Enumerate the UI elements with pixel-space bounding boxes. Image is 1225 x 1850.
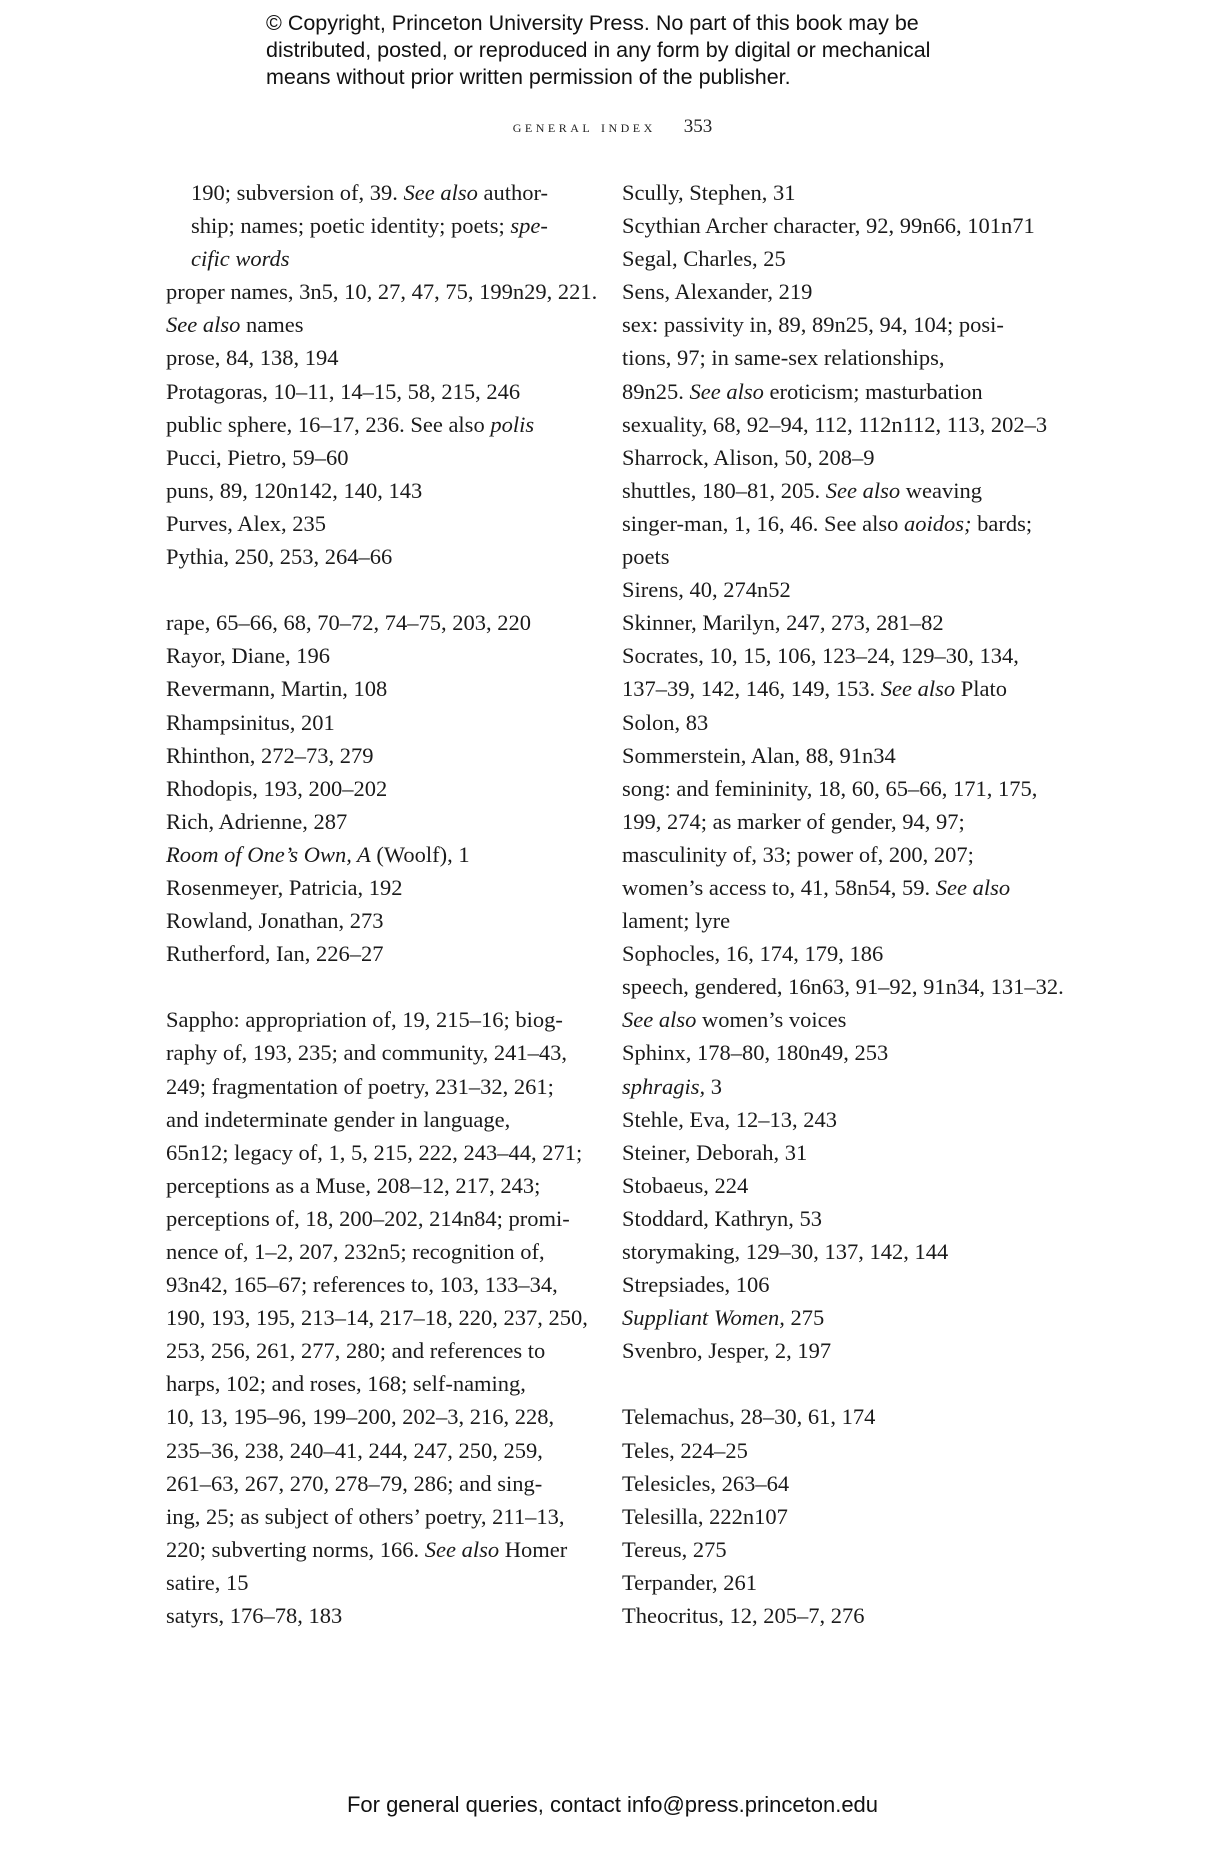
- index-entry: [622, 1036, 1062, 1069]
- index-entry-line: Stoddard, Kathryn, 53: [622, 1205, 822, 1231]
- index-entry-line: rape, 65–66, 68, 70–72, 74–75, 203, 220: [166, 610, 531, 636]
- index-entry: [166, 341, 586, 374]
- copyright-line: means without prior written permission of the publisher.: [266, 65, 791, 89]
- index-entry-line: women’s access to, 41, 58n54, 59. See also: [622, 874, 1011, 900]
- index-entry: [622, 1467, 1062, 1500]
- index-entry: [622, 1235, 1062, 1268]
- index-entry-line: 235–36, 238, 240–41, 244, 247, 250, 259,: [166, 1437, 543, 1463]
- index-entry-line: storymaking, 129–30, 137, 142, 144: [622, 1239, 949, 1264]
- index-entry: [622, 1434, 1062, 1467]
- index-entry: [622, 1103, 1062, 1136]
- index-entry-line: 10, 13, 195–96, 199–200, 202–3, 216, 228,: [166, 1404, 555, 1430]
- index-entry: [622, 739, 1062, 772]
- index-entry: [622, 706, 1062, 739]
- index-entry-line: 190, 193, 195, 213–14, 217–18, 220, 237, 250,: [166, 1305, 588, 1331]
- index-entry: [622, 242, 1062, 275]
- index-entry-line: harps, 102; and roses, 168; self-naming,: [166, 1371, 526, 1397]
- index-entry: [622, 639, 1062, 705]
- index-entry: [166, 772, 586, 805]
- index-entry-line: shuttles, 180–81, 205. See also weaving: [622, 477, 982, 503]
- index-entry-line: proper names, 3n5, 10, 27, 47, 75, 199n29, 221.: [166, 279, 598, 305]
- index-entry-line: Rutherford, Ian, 226–27: [166, 941, 384, 967]
- letter-section-gap: [622, 1367, 1062, 1400]
- index-entry: [622, 1599, 1062, 1632]
- running-head: [0, 116, 1225, 138]
- index-entry-line: 261–63, 267, 270, 278–79, 286; and sing-: [166, 1470, 543, 1496]
- index-entry: [622, 209, 1062, 242]
- index-entry-line: song: and femininity, 18, 60, 65–66, 171, 175,: [622, 775, 1038, 801]
- index-entry-line: Segal, Charles, 25: [622, 246, 786, 272]
- index-entry-line: masculinity of, 33; power of, 200, 207;: [622, 841, 974, 867]
- index-entry: [622, 408, 1062, 441]
- index-entry-line: Telesicles, 263–64: [622, 1470, 790, 1496]
- index-entry-line: Solon, 83: [622, 709, 709, 735]
- index-entry-line: Socrates, 10, 15, 106, 123–24, 129–30, 134,: [622, 643, 1019, 669]
- index-entry-line: Telesilla, 222n107: [622, 1503, 788, 1529]
- index-entry-line: Sens, Alexander, 219: [622, 279, 813, 305]
- index-entry-line: See also names: [166, 312, 304, 338]
- index-entry-line: Suppliant Women, 275: [622, 1305, 825, 1331]
- index-entry: [622, 176, 1062, 209]
- index-entry: [622, 1136, 1062, 1169]
- index-entry-line: ing, 25; as subject of others’ poetry, 211–13,: [166, 1503, 565, 1529]
- index-entry-line: 190; subversion of, 39. See also author-: [191, 180, 549, 205]
- letter-section-gap: [166, 970, 586, 1003]
- index-entry: [622, 772, 1062, 937]
- index-entry: [622, 1500, 1062, 1533]
- index-entry: [622, 1070, 1062, 1103]
- index-entry-line: Steiner, Deborah, 31: [622, 1139, 808, 1165]
- index-entry-line: Theocritus, 12, 205–7, 276: [622, 1603, 865, 1629]
- index-entry-line: speech, gendered, 16n63, 91–92, 91n34, 131–32.: [622, 974, 1064, 1000]
- copyright-line: © Copyright, Princeton University Press. No part of this book may be: [266, 11, 919, 35]
- footer-contact: For general queries, contact info@press.princeton.edu: [346, 1792, 879, 1817]
- copyright-notice: [266, 10, 1026, 91]
- index-entry: [166, 606, 586, 639]
- index-entry-line: Sirens, 40, 274n52: [622, 577, 791, 603]
- index-entry: [166, 1599, 586, 1632]
- index-entry-line: Rosenmeyer, Patricia, 192: [166, 874, 403, 900]
- index-entry: [166, 639, 586, 672]
- index-entry: [166, 739, 586, 772]
- index-entry-line: Sharrock, Alison, 50, 208–9: [622, 444, 875, 470]
- index-entry-line: Terpander, 261: [622, 1569, 757, 1595]
- index-entry-line: Room of One’s Own, A (Woolf), 1: [166, 841, 470, 867]
- index-entry-line: cific words: [191, 246, 290, 272]
- index-entry-line: 199, 274; as marker of gender, 94, 97;: [622, 808, 965, 834]
- index-entry: [622, 1566, 1062, 1599]
- index-entry: [166, 375, 586, 408]
- index-entry-line: perceptions of, 18, 200–202, 214n84; promi-: [166, 1205, 570, 1231]
- index-entry-line: satyrs, 176–78, 183: [166, 1603, 343, 1629]
- index-entry: [166, 838, 586, 871]
- index-entry-line: 249; fragmentation of poetry, 231–32, 261;: [166, 1073, 554, 1099]
- letter-section-gap: [166, 573, 586, 606]
- index-entry: [622, 970, 1062, 1036]
- index-entry-line: Skinner, Marilyn, 247, 273, 281–82: [622, 610, 944, 636]
- index-entry: [166, 937, 586, 970]
- index-entry: [622, 441, 1062, 474]
- index-entry: [622, 1533, 1062, 1566]
- index-entry-line: sexuality, 68, 92–94, 112, 112n112, 113, 202–3: [622, 411, 1048, 437]
- index-entry: [166, 672, 586, 705]
- index-entry: [622, 1400, 1062, 1433]
- index-entry-line: Rhinthon, 272–73, 279: [166, 742, 374, 768]
- index-entry-line: perceptions as a Muse, 208–12, 217, 243;: [166, 1172, 541, 1198]
- index-entry: [622, 573, 1062, 606]
- index-entry: [622, 507, 1062, 573]
- index-entry: [622, 606, 1062, 639]
- index-entry-line: 65n12; legacy of, 1, 5, 215, 222, 243–44, 271;: [166, 1139, 583, 1165]
- copyright-line: distributed, posted, or reproduced in any form by digital or mechanical: [266, 38, 931, 62]
- index-entry-line: Rhodopis, 193, 200–202: [166, 775, 388, 801]
- index-entry-line: Protagoras, 10–11, 14–15, 58, 215, 246: [166, 378, 521, 404]
- index-entry-line: Pythia, 250, 253, 264–66: [166, 544, 393, 570]
- index-entry-line: 93n42, 165–67; references to, 103, 133–34,: [166, 1272, 558, 1298]
- index-entry-line: tions, 97; in same-sex relationships,: [622, 345, 945, 371]
- index-entry: [622, 937, 1062, 970]
- index-entry-line: 89n25. See also eroticism; masturbation: [622, 378, 983, 404]
- index-column-left: [166, 176, 598, 1632]
- index-entry-line: puns, 89, 120n142, 140, 143: [166, 477, 423, 503]
- index-entry-line: and indeterminate gender in language,: [166, 1106, 511, 1132]
- index-entry-line: Pucci, Pietro, 59–60: [166, 444, 349, 470]
- index-entry-line: poets: [622, 544, 670, 570]
- index-entry-line: ship; names; poetic identity; poets; spe-: [191, 213, 548, 239]
- index-entry-line: Tereus, 275: [622, 1536, 727, 1562]
- index-entry: [166, 706, 586, 739]
- index-entry: [622, 1301, 1062, 1334]
- index-entry: [166, 474, 586, 507]
- index-entry-line: Scythian Archer character, 92, 99n66, 101n71: [622, 213, 1035, 239]
- index-entry-line: Rowland, Jonathan, 273: [166, 908, 384, 934]
- index-entry-line: sphragis, 3: [622, 1073, 723, 1099]
- index-entry-line: Scully, Stephen, 31: [622, 180, 796, 205]
- index-entry-line: sex: passivity in, 89, 89n25, 94, 104; posi-: [622, 312, 1004, 338]
- index-entry-line: Rhampsinitus, 201: [166, 709, 335, 735]
- index-entry-line: See also women’s voices: [622, 1007, 847, 1033]
- index-entry-line: prose, 84, 138, 194: [166, 345, 339, 371]
- index-entry: [166, 904, 586, 937]
- index-entry-line: Stobaeus, 224: [622, 1172, 749, 1198]
- page-number: 353: [683, 116, 713, 137]
- index-entry-line: Stehle, Eva, 12–13, 243: [622, 1106, 837, 1132]
- index-entry-line: satire, 15: [166, 1569, 249, 1595]
- index-entry: [166, 805, 586, 838]
- index-entry: [622, 308, 1062, 407]
- index-entry-line: Sphinx, 178–80, 180n49, 253: [622, 1040, 889, 1066]
- index-entry-line: Purves, Alex, 235: [166, 510, 326, 536]
- index-entry: [622, 1202, 1062, 1235]
- index-entry: [622, 1268, 1062, 1301]
- index-entry: [166, 408, 586, 441]
- index-entry-line: Svenbro, Jesper, 2, 197: [622, 1338, 832, 1364]
- index-entry: [166, 275, 598, 341]
- index-column-right: [622, 176, 1062, 1632]
- index-entry-line: Strepsiades, 106: [622, 1272, 770, 1298]
- index-entry-line: public sphere, 16–17, 236. See also polis: [166, 411, 535, 437]
- index-entry-line: Sophocles, 16, 174, 179, 186: [622, 941, 884, 967]
- index-entry: [622, 275, 1062, 308]
- index-entry-line: Sommerstein, Alan, 88, 91n34: [622, 742, 896, 768]
- index-entry-line: nence of, 1–2, 207, 232n5; recognition of,: [166, 1239, 545, 1264]
- index-entry: [166, 176, 586, 275]
- index-entry: [166, 540, 586, 573]
- index-entry: [166, 1566, 586, 1599]
- index-entry-line: Teles, 224–25: [622, 1437, 748, 1463]
- index-entry: [622, 1334, 1062, 1367]
- index-entry-line: Rich, Adrienne, 287: [166, 808, 348, 834]
- index-entry-line: 137–39, 142, 146, 149, 153. See also Plato: [622, 676, 1007, 702]
- index-entry-line: Telemachus, 28–30, 61, 174: [622, 1404, 876, 1430]
- index-entry-line: 220; subverting norms, 166. See also Homer: [166, 1536, 568, 1562]
- index-entry-line: 253, 256, 261, 277, 280; and references to: [166, 1338, 546, 1364]
- index-entry-line: Rayor, Diane, 196: [166, 643, 331, 669]
- index-entry-line: Revermann, Martin, 108: [166, 676, 388, 702]
- index-entry: [166, 1003, 586, 1566]
- index-entry-line: raphy of, 193, 235; and community, 241–43,: [166, 1040, 567, 1066]
- index-entry: [166, 507, 586, 540]
- index-entry: [166, 871, 586, 904]
- index-entry: [166, 441, 586, 474]
- index-entry-line: Sappho: appropriation of, 19, 215–16; biog-: [166, 1007, 563, 1033]
- index-entry: [622, 1169, 1062, 1202]
- running-head-title: general index: [512, 117, 656, 136]
- index-entry-line: lament; lyre: [622, 908, 731, 934]
- index-entry: [622, 474, 1062, 507]
- index-entry-line: singer-man, 1, 16, 46. See also aoidos; bards;: [622, 510, 1033, 536]
